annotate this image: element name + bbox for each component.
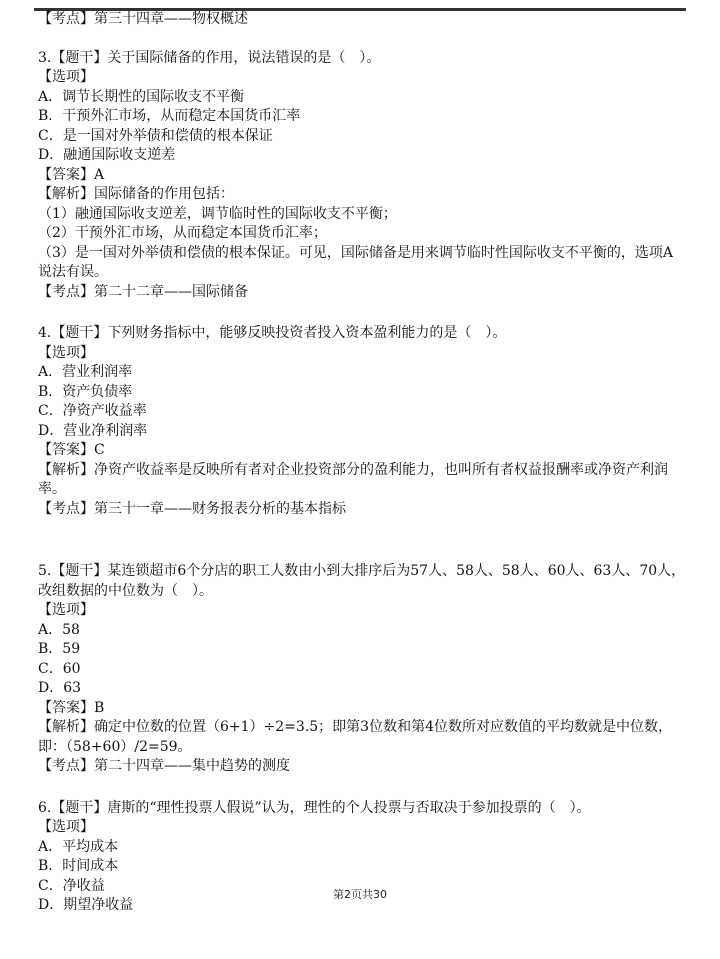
option-c: C．是一国对外举债和偿债的根本保证	[38, 127, 273, 144]
option-c: C．60	[38, 660, 81, 677]
question-3	[38, 49, 686, 303]
question-5	[38, 562, 686, 777]
options-label: 【选项】	[38, 819, 94, 835]
page-number: 第2页共30	[333, 888, 387, 901]
option-a: A．营业利润率	[38, 364, 133, 380]
option-a: A．平均成本	[38, 838, 119, 855]
analysis-line: 【解析】国际储备的作用包括：	[38, 186, 234, 202]
question-stem: 5.【题干】某连锁超市6个分店的职工人数由小到大排序后为57人、58人、58人、60人、63人、70人，改组数据的中位数为（ ）。	[38, 563, 686, 599]
question-4	[38, 324, 686, 519]
kaodian-prev: 【考点】第三十四章——物权概述	[38, 11, 248, 27]
option-b: B．59	[38, 641, 81, 657]
options-label: 【选项】	[38, 602, 94, 618]
option-d: D．期望净收益	[38, 897, 134, 913]
question-stem: 6.【题干】唐斯的“理性投票人假说”认为，理性的个人投票与否取决于参加投票的（ ）。	[38, 799, 591, 816]
kaodian: 【考点】第二十四章——集中趋势的测度	[38, 758, 290, 774]
option-b: B．干预外汇市场，从而稳定本国货币汇率	[38, 108, 301, 124]
options-label: 【选项】	[38, 344, 94, 361]
option-d: D．融通国际收支逆差	[38, 147, 176, 163]
option-a: A．58	[38, 621, 80, 638]
kaodian: 【考点】第二十二章——国际储备	[38, 283, 248, 300]
option-a: A．调节长期性的国际收支不平衡	[38, 88, 245, 105]
option-d: D．营业净利润率	[38, 422, 148, 439]
analysis-line: （2）干预外汇市场，从而稳定本国货币汇率；	[38, 225, 327, 241]
document-page	[38, 10, 686, 916]
option-d: D．63	[38, 680, 82, 696]
option-b: B．资产负债率	[38, 383, 133, 400]
kaodian: 【考点】第三十一章——财务报表分析的基本指标	[38, 500, 346, 517]
answer: 【答案】A	[38, 166, 105, 183]
option-c: C．净资产收益率	[38, 403, 147, 419]
options-label: 【选项】	[38, 69, 94, 85]
answer: 【答案】B	[38, 699, 105, 716]
option-b: B．时间成本	[38, 858, 119, 874]
analysis-line: （3）是一国对外举债和偿债的根本保证。可见，国际储备是用来调节临时性国际收支不平衡的，选项A说法有误。	[38, 244, 674, 280]
question-stem: 4.【题干】下列财务指标中，能够反映投资者投入资本盈利能力的是（ ）。	[38, 325, 507, 341]
question-stem: 3.【题干】关于国际储备的作用，说法错误的是（ ）。	[38, 49, 381, 66]
answer: 【答案】C	[38, 442, 105, 458]
analysis-line: 【解析】确定中位数的位置（6+1）÷2=3.5；即第3位数和第4位数所对应数值的平均数就是中位数，即：（58+60）/2=59。	[38, 719, 672, 755]
analysis-line: 【解析】净资产收益率是反映所有者对企业投资部分的盈利能力，也叫所有者权益报酬率或净资产利润率。	[38, 461, 668, 497]
analysis-line: （1）融通国际收支逆差，调节临时性的国际收支不平衡；	[38, 205, 397, 222]
option-c: C．净收益	[38, 877, 105, 894]
